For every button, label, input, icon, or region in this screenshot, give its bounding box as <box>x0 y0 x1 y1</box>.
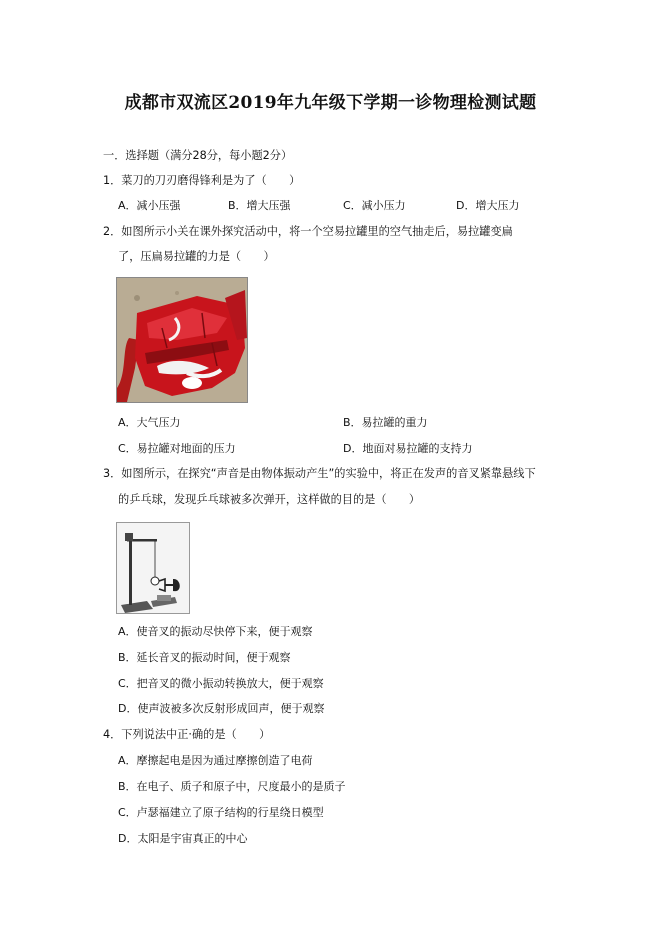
question-3-stem-line-2: 的乒乓球，发现乒乓球被多次弹开，这样做的目的是（ ） <box>118 493 421 506</box>
question-2-option-a: A．大气压力 <box>118 416 181 429</box>
question-4-option-b: B．在电子、质子和原子中，尺度最小的是质子 <box>118 780 346 793</box>
crushed-can-photo <box>116 277 248 403</box>
question-4-stem: 4．下列说法中正·确的是（ ） <box>103 728 271 741</box>
tuning-fork-pingpong-illustration <box>117 523 189 613</box>
question-1-option-b: B．增大压强 <box>228 199 291 212</box>
tuning-fork-apparatus-figure <box>116 522 190 614</box>
question-2-stem-line-1: 2．如图所示小关在课外探究活动中，将一个空易拉罐里的空气抽走后，易拉罐变扁 <box>103 225 513 238</box>
question-2-option-c: C．易拉罐对地面的压力 <box>118 442 236 455</box>
question-4-option-c: C．卢瑟福建立了原子结构的行星绕日模型 <box>118 806 324 819</box>
question-3-option-b: B．延长音叉的振动时间，便于观察 <box>118 651 291 664</box>
question-1-option-a: A．减小压强 <box>118 199 181 212</box>
crushed-can-illustration <box>117 278 247 402</box>
question-2-option-d: D．地面对易拉罐的支持力 <box>343 442 473 455</box>
section-heading: 一．选择题（满分28分，每小题2分） <box>103 149 293 162</box>
question-3-option-a: A．使音叉的振动尽快停下来，便于观察 <box>118 625 313 638</box>
question-1-option-d: D．增大压力 <box>456 199 520 212</box>
question-4-option-d: D．太阳是宇宙真正的中心 <box>118 832 248 845</box>
question-2-stem-line-2: 了，压扁易拉罐的力是（ ） <box>118 250 275 263</box>
question-3-stem-line-1: 3．如图所示，在探究“声音是由物体振动产生”的实验中，将正在发声的音叉紧靠悬线下 <box>103 467 536 480</box>
question-1-option-c: C．减小压力 <box>343 199 406 212</box>
question-3-option-c: C．把音叉的微小振动转换放大，便于观察 <box>118 677 324 690</box>
question-1-stem: 1．菜刀的刀刃磨得锋利是为了（ ） <box>103 174 301 187</box>
question-2-option-b: B．易拉罐的重力 <box>343 416 428 429</box>
page-title: 成都市双流区2019年九年级下学期一诊物理检测试题 <box>124 93 537 113</box>
question-4-option-a: A．摩擦起电是因为通过摩擦创造了电荷 <box>118 754 313 767</box>
question-3-option-d: D．使声波被多次反射形成回声，便于观察 <box>118 702 325 715</box>
